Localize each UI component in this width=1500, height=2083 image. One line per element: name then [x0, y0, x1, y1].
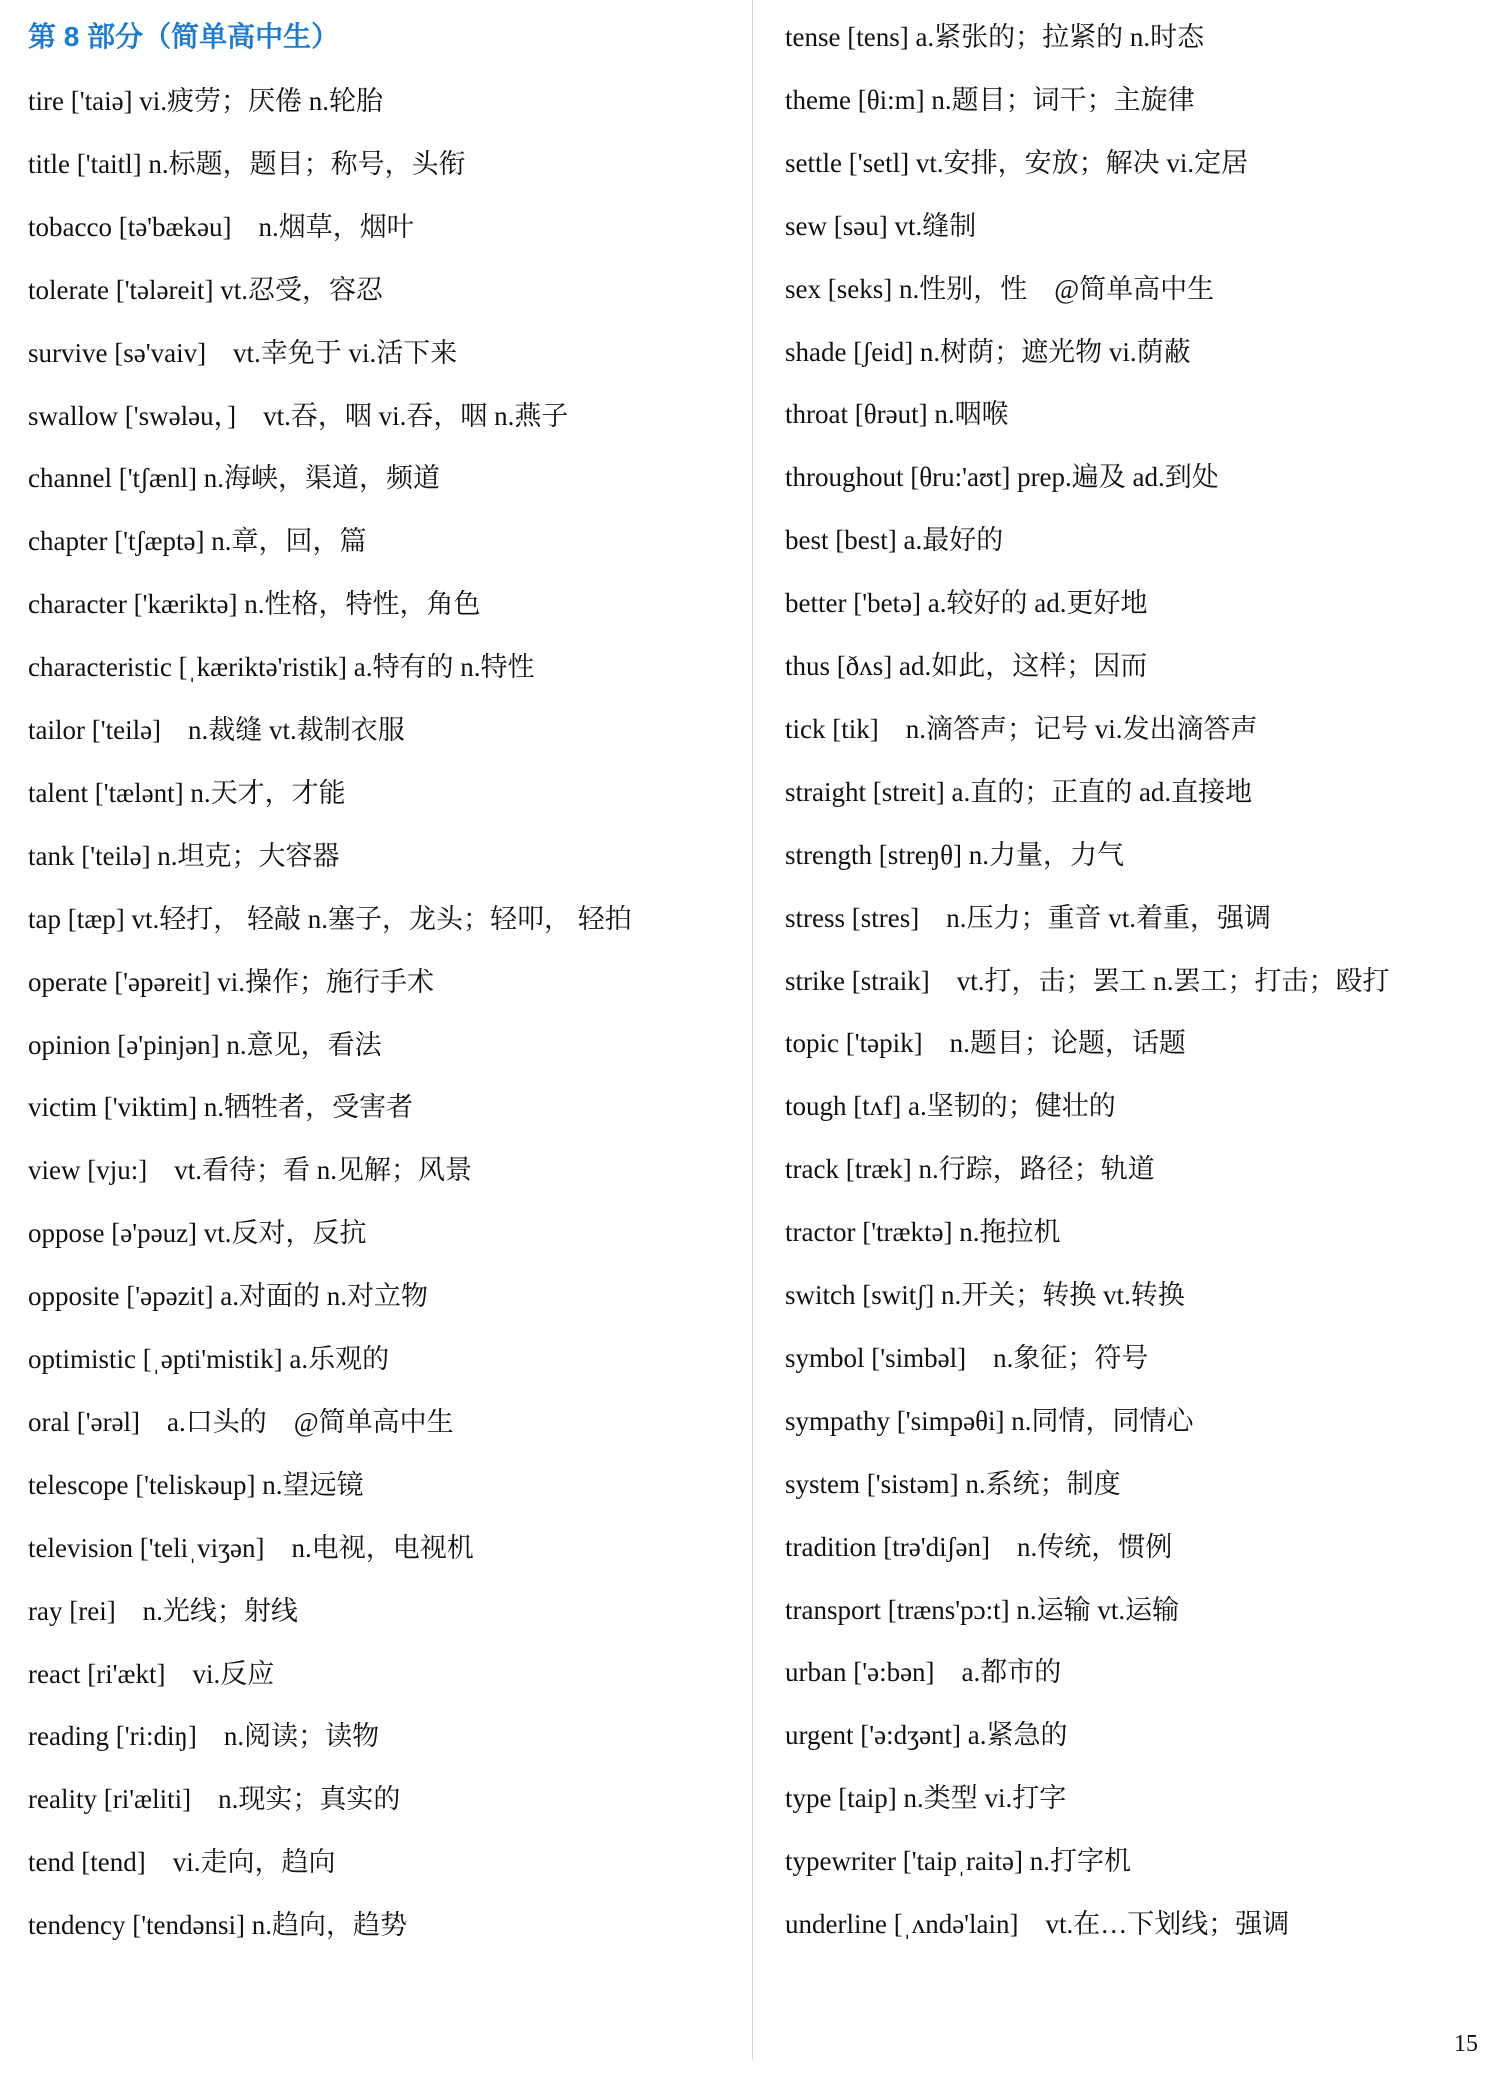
vocab-entry: view [vju:] vt.看待；看 n.见解；风景 [28, 1155, 472, 1186]
vocab-entry: tend [tend] vi.走向，趋向 [28, 1847, 336, 1878]
vocab-entry: tailor ['teilə] n.裁缝 vt.裁制衣服 [28, 715, 405, 745]
vocab-entry: settle ['setl] vt.安排，安放；解决 vi.定居 [785, 147, 1249, 178]
vocab-entry: reading ['ri:diŋ] n.阅读；读物 [28, 1721, 380, 1752]
vocab-entry: operate ['əpəreit] vi.操作；施行手术 [28, 966, 434, 997]
column-divider [752, 0, 753, 2060]
vocab-entry: television ['teliˌviʒən] n.电视，电视机 [28, 1532, 474, 1563]
vocab-entry: best [best] a.最好的 [785, 525, 1004, 556]
vocab-entry: thus [ðʌs] ad.如此，这样；因而 [785, 651, 1148, 681]
vocab-entry: tough [tʌf] a.坚韧的；健壮的 [785, 1091, 1116, 1122]
vocab-entry: sex [seks] n.性别，性 @简单高中生 [785, 273, 1215, 304]
vocab-entry: urban ['ə:bən] a.都市的 [785, 1657, 1062, 1688]
vocab-entry: switch [switʃ] n.开关；转换 vt.转换 [785, 1280, 1185, 1310]
vocab-entry: react [ri'ækt] vi.反应 [28, 1658, 275, 1689]
vocab-entry: tire ['taiə] vi.疲劳；厌倦 n.轮胎 [28, 86, 384, 116]
vocab-entry: character ['kæriktə] n.性格，特性，角色 [28, 589, 481, 620]
vocab-entry: strength [streŋθ] n.力量，力气 [785, 839, 1124, 870]
vocab-entry: tolerate ['tələreit] vt.忍受，容忍 [28, 274, 383, 305]
vocab-entry: tick [tik] n.滴答声；记号 vi.发出滴答声 [785, 713, 1258, 744]
vocab-entry: talent ['tælənt] n.天才，才能 [28, 777, 346, 808]
vocab-entry: typewriter ['taipˌraitə] n.打字机 [785, 1846, 1131, 1877]
vocab-entry: tobacco [tə'bækəu] n.烟草，烟叶 [28, 211, 414, 242]
vocab-entry: track [træk] n.行踪，路径；轨道 [785, 1154, 1155, 1185]
vocab-entry: type [taip] n.类型 vi.打字 [785, 1783, 1067, 1814]
page-number: 15 [1454, 2031, 1478, 2057]
vocab-entry: opinion [ə'pinjən] n.意见，看法 [28, 1029, 382, 1060]
vocab-entry: channel ['tʃænl] n.海峡，渠道，频道 [28, 463, 441, 494]
vocab-entry: shade [ʃeid] n.树荫；遮光物 vi.荫蔽 [785, 336, 1191, 367]
vocab-entry: throughout [θru:'aʊt] prep.遍及 ad.到处 [785, 462, 1219, 493]
vocab-entry: underline [ˌʌndə'lain] vt.在…下划线；强调 [785, 1909, 1290, 1939]
vocab-entry: victim ['viktim] n.牺牲者，受害者 [28, 1092, 414, 1123]
vocab-entry: sympathy ['simpəθi] n.同情，同情心 [785, 1405, 1194, 1436]
vocab-entry: opposite ['əpəzit] a.对面的 n.对立物 [28, 1281, 429, 1312]
vocab-entry: title ['taitl] n.标题，题目；称号，头衔 [28, 148, 466, 179]
vocab-entry: symbol ['simbəl] n.象征；符号 [785, 1342, 1149, 1373]
vocab-entry: strike [straik] vt.打，击；罢工 n.罢工；打击；殴打 [785, 965, 1390, 996]
vocab-entry: reality [ri'æliti] n.现实；真实的 [28, 1784, 401, 1815]
vocab-entry: tractor ['træktə] n.拖拉机 [785, 1217, 1061, 1248]
vocab-entry: stress [stres] n.压力；重音 vt.着重，强调 [785, 902, 1271, 933]
vocab-entry: better ['betə] a.较好的 ad.更好地 [785, 588, 1148, 619]
vocab-entry: sew [səu] vt.缝制 [785, 210, 977, 241]
vocab-entry: ray [rei] n.光线；射线 [28, 1595, 298, 1626]
vocab-entry: oppose [ə'pəuz] vt.反对，反抗 [28, 1218, 367, 1249]
vocab-entry: optimistic [ˌəpti'mistik] a.乐观的 [28, 1344, 390, 1374]
vocab-entry: characteristic [ˌkæriktə'ristik] a.特有的 n.特性 [28, 652, 535, 683]
vocab-entry: topic ['təpik] n.题目；论题，话题 [785, 1028, 1186, 1059]
vocab-entry: transport [træns'pɔ:t] n.运输 vt.运输 [785, 1594, 1180, 1625]
vocab-entry: tank ['teilə] n.坦克；大容器 [28, 840, 340, 871]
vocab-entry: theme [θi:m] n.题目；词干；主旋律 [785, 84, 1195, 115]
vocab-entry: oral ['ərəl] a.口头的 @简单高中生 [28, 1406, 454, 1437]
section-title: 第 8 部分（简单高中生） [28, 21, 340, 52]
vocab-entry: throat [θrəut] n.咽喉 [785, 399, 1009, 430]
vocab-entry: swallow ['swələu，] vt.吞，咽 vi.吞，咽 n.燕子 [28, 400, 569, 431]
vocab-entry: tense [tens] a.紧张的；拉紧的 n.时态 [785, 22, 1205, 52]
vocab-entry: chapter ['tʃæptə] n.章，回，篇 [28, 526, 367, 557]
vocab-entry: telescope ['teliskəup] n.望远镜 [28, 1469, 364, 1500]
vocab-entry: tendency ['tendənsi] n.趋向，趋势 [28, 1910, 408, 1941]
vocab-entry: tap [tæp] vt.轻打， 轻敲 n.塞子，龙头；轻叩， 轻拍 [28, 903, 632, 934]
vocab-entry: tradition [trə'diʃən] n.传统，惯例 [785, 1531, 1173, 1562]
vocab-entry: survive [sə'vaiv] vt.幸免于 vi.活下来 [28, 337, 458, 368]
vocab-entry: system ['sistəm] n.系统；制度 [785, 1468, 1121, 1499]
vocab-entry: urgent ['ə:dʒənt] a.紧急的 [785, 1720, 1068, 1751]
vocab-entry: straight [streit] a.直的；正直的 ad.直接地 [785, 776, 1253, 807]
